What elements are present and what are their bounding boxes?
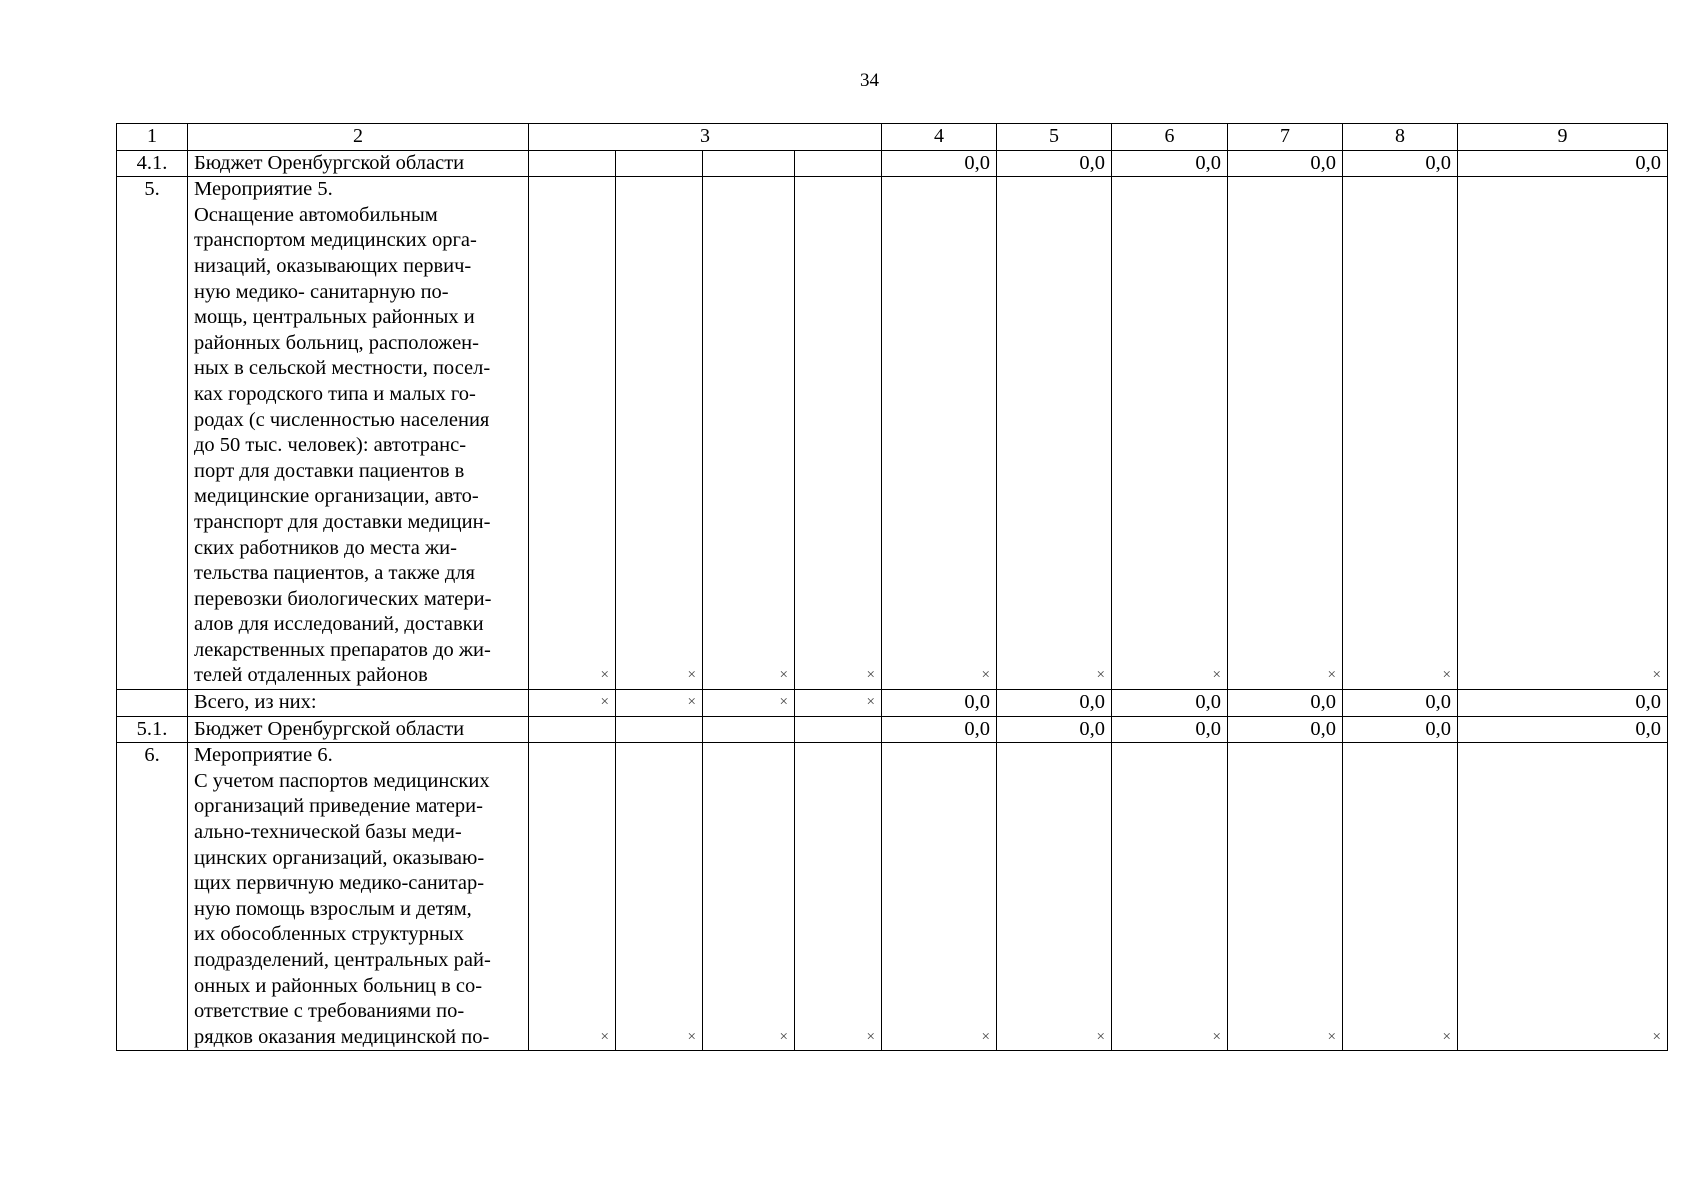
not-applicable-mark: × (795, 743, 882, 1051)
not-applicable-mark: × (795, 690, 882, 717)
value-cell: 0,0 (1112, 150, 1228, 177)
not-applicable-mark: × (997, 743, 1112, 1051)
value-cell: 0,0 (1458, 690, 1668, 717)
budget-table (116, 123, 1668, 1051)
not-applicable-mark: × (882, 743, 997, 1051)
empty-cell (703, 716, 795, 743)
table-row (117, 716, 1668, 743)
header-cell: 7 (1228, 124, 1343, 151)
page-number: 34 (860, 70, 879, 91)
header-cell: 9 (1458, 124, 1668, 151)
header-cell: 2 (188, 124, 529, 151)
value-cell: 0,0 (1228, 690, 1343, 717)
not-applicable-mark: × (616, 743, 703, 1051)
value-cell: 0,0 (1343, 150, 1458, 177)
not-applicable-mark: × (1228, 177, 1343, 690)
measure-description: Мероприятие 5. Оснащение автомобильным транспортом медицинских орга- низаций, оказывающих первич- ную медико- санитарную по- мощь, центральных районных и районных больниц, расположен- ных в сельской местности, посел- ках городского типа и малых го- родах (с численностью населения до 50 тыс. человек): автотранс- порт для доставки пациентов в медицинские организации, авто- транспорт для доставки медицин- ских работников до места жи- тельства пациентов, а также для перевозки биологических матери- алов для исследований, доставки лекарственных препаратов до жи- телей отдаленных районов (188, 177, 529, 690)
value-cell: 0,0 (1228, 716, 1343, 743)
header-cell: 4 (882, 124, 997, 151)
value-cell: 0,0 (882, 690, 997, 717)
table-row (117, 743, 1668, 1051)
value-cell: 0,0 (1112, 716, 1228, 743)
table-header-row (117, 124, 1668, 151)
not-applicable-mark: × (616, 177, 703, 690)
value-cell: 0,0 (997, 690, 1112, 717)
not-applicable-mark: × (529, 177, 616, 690)
header-cell: 5 (997, 124, 1112, 151)
not-applicable-mark: × (703, 743, 795, 1051)
row-label: Бюджет Оренбургской области (188, 716, 529, 743)
table-row (117, 150, 1668, 177)
value-cell: 0,0 (1458, 716, 1668, 743)
empty-cell (529, 150, 616, 177)
not-applicable-mark: × (1458, 743, 1668, 1051)
header-cell: 6 (1112, 124, 1228, 151)
not-applicable-mark: × (1112, 177, 1228, 690)
value-cell: 0,0 (1228, 150, 1343, 177)
measure-description: Мероприятие 6. С учетом паспортов медицинских организаций приведение матери- ально-технической базы меди- цинских организаций, оказываю- щих первичную медико-санитар- ную помощь взрослым и детям, их обособленных структурных подразделений, центральных рай- онных и районных больниц в со- ответствие с требованиями по- рядков оказания медицинской по- (188, 743, 529, 1051)
row-label: Всего, из них: (188, 690, 529, 717)
not-applicable-mark: × (1228, 743, 1343, 1051)
empty-cell (529, 716, 616, 743)
not-applicable-mark: × (1343, 743, 1458, 1051)
value-cell: 0,0 (882, 716, 997, 743)
not-applicable-mark: × (703, 177, 795, 690)
not-applicable-mark: × (997, 177, 1112, 690)
not-applicable-mark: × (1112, 743, 1228, 1051)
not-applicable-mark: × (882, 177, 997, 690)
empty-cell (795, 716, 882, 743)
row-number: 4.1. (117, 150, 188, 177)
not-applicable-mark: × (1343, 177, 1458, 690)
value-cell: 0,0 (997, 716, 1112, 743)
header-cell: 8 (1343, 124, 1458, 151)
row-number: 5. (117, 177, 188, 690)
table-row (117, 690, 1668, 717)
header-cell: 1 (117, 124, 188, 151)
value-cell: 0,0 (997, 150, 1112, 177)
empty-cell (117, 690, 188, 717)
empty-cell (703, 150, 795, 177)
empty-cell (616, 716, 703, 743)
not-applicable-mark: × (703, 690, 795, 717)
value-cell: 0,0 (1343, 716, 1458, 743)
value-cell: 0,0 (882, 150, 997, 177)
not-applicable-mark: × (529, 743, 616, 1051)
not-applicable-mark: × (1458, 177, 1668, 690)
value-cell: 0,0 (1112, 690, 1228, 717)
not-applicable-mark: × (529, 690, 616, 717)
empty-cell (795, 150, 882, 177)
value-cell: 0,0 (1343, 690, 1458, 717)
table-row (117, 177, 1668, 690)
not-applicable-mark: × (616, 690, 703, 717)
empty-cell (616, 150, 703, 177)
row-number: 5.1. (117, 716, 188, 743)
header-cell: 3 (529, 124, 882, 151)
row-number: 6. (117, 743, 188, 1051)
not-applicable-mark: × (795, 177, 882, 690)
row-label: Бюджет Оренбургской области (188, 150, 529, 177)
value-cell: 0,0 (1458, 150, 1668, 177)
